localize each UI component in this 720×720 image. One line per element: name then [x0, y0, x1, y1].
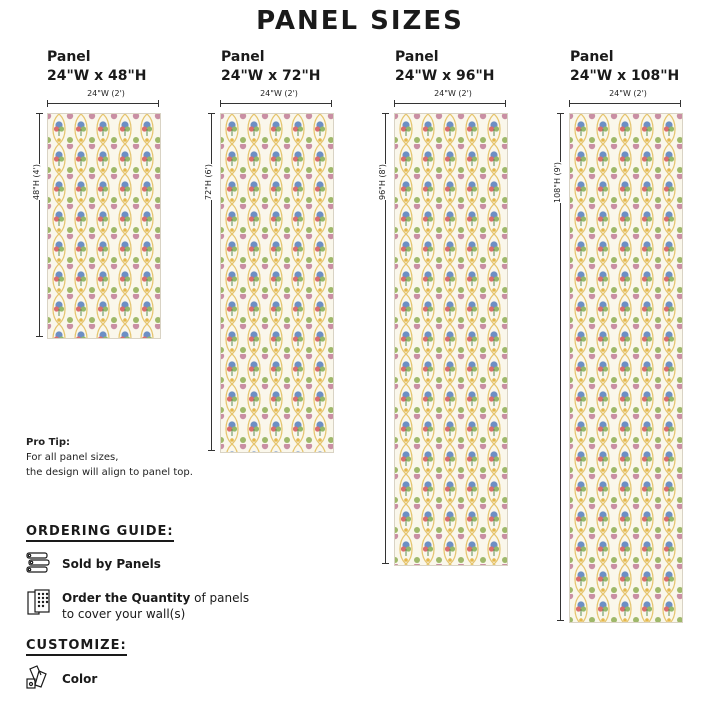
panel-3-width-label: 24"W (2') — [425, 89, 481, 98]
panel-2-pattern — [220, 113, 334, 453]
panel-1-height-label: 48"H (4') — [32, 164, 41, 200]
order-quantity-text: Order the Quantity of panels to cover your wall(s) — [62, 591, 250, 621]
panel-3-width-dimension-line — [394, 103, 506, 104]
pro-tip: Pro Tip: For all panel sizes, the design will align to panel top. — [26, 435, 206, 480]
panel-1-pattern — [47, 113, 161, 339]
panel-1-width-dimension-line — [47, 103, 159, 104]
panel-4-width-dimension-line — [569, 103, 681, 104]
panel-4-size: 24"W x 108"H — [570, 68, 680, 84]
panel-1-height-dimension-line — [39, 113, 40, 337]
panel-2-height-label: 72"H (6') — [204, 164, 213, 200]
pro-tip-label: Pro Tip — [26, 437, 67, 448]
panel-1-size: 24"W x 48"H — [47, 68, 147, 84]
panel-3-height-label: 96"H (8') — [378, 164, 387, 200]
panel-2-width-label: 24"W (2') — [251, 89, 307, 98]
panel-3-pattern — [394, 113, 508, 566]
pro-tip-line-2: the design will align to panel top. — [26, 467, 193, 478]
panel-2-heading — [221, 48, 321, 86]
panel-4-pattern — [569, 113, 683, 623]
page-title: PANEL SIZES — [256, 6, 464, 36]
panel-2-width-dimension-line — [220, 103, 332, 104]
panel-3-size: 24"W x 96"H — [395, 68, 495, 84]
panel-1-width-label: 24"W (2') — [78, 89, 134, 98]
panel-2-size: 24"W x 72"H — [221, 68, 321, 84]
panel-1-label: Panel — [47, 49, 91, 65]
color-swatch-icon — [24, 663, 52, 691]
panel-4-height-label: 108"H (9') — [553, 161, 562, 203]
panel-4-heading — [570, 48, 679, 86]
panel-4-label: Panel — [570, 49, 614, 65]
panel-1-heading — [47, 48, 147, 86]
pro-tip-line-1: For all panel sizes, — [26, 452, 119, 463]
ordering-guide-heading: ORDERING GUIDE: — [26, 524, 174, 539]
panel-2-label: Panel — [221, 49, 265, 65]
color-option-text: Color — [62, 672, 98, 686]
customize-heading: CUSTOMIZE: — [26, 638, 127, 653]
panel-3-label: Panel — [395, 49, 439, 65]
stacked-rolls-icon — [25, 551, 51, 575]
sold-by-panels-text: Sold by Panels — [62, 557, 161, 571]
wall-grid-icon — [26, 589, 52, 617]
panel-4-width-label: 24"W (2') — [600, 89, 656, 98]
panel-3-heading — [395, 48, 495, 86]
